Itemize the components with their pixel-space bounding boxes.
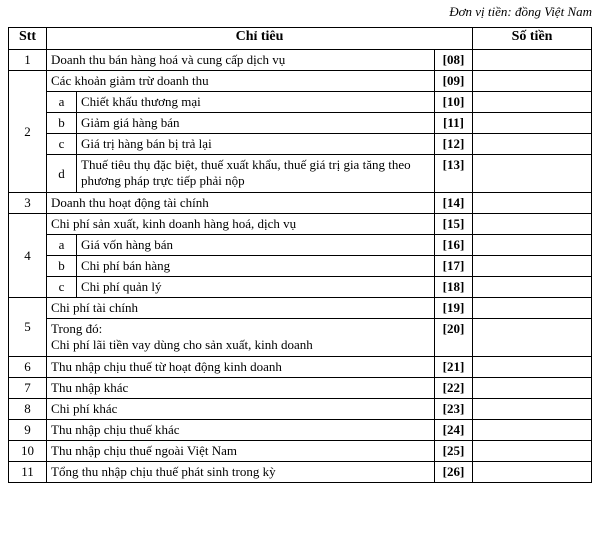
row-label: Doanh thu hoạt động tài chính (47, 193, 435, 214)
table-row (9, 298, 592, 319)
row-stt: 9 (9, 420, 47, 441)
table-row (9, 50, 592, 71)
row-stt: 4 (9, 214, 47, 298)
amount-cell[interactable] (473, 298, 592, 319)
row-stt: 8 (9, 399, 47, 420)
row-code: [25] (435, 441, 473, 462)
row-label: Thu nhập chịu thuế khác (47, 420, 435, 441)
table-subrow (9, 235, 592, 256)
row-stt: 6 (9, 357, 47, 378)
sub-letter: b (47, 256, 77, 277)
row-code: [22] (435, 378, 473, 399)
row-code: [20] (435, 319, 473, 357)
sub-label: Giảm giá hàng bán (77, 113, 435, 134)
amount-cell[interactable] (473, 155, 592, 193)
table-row (9, 462, 592, 483)
sub-letter: a (47, 92, 77, 113)
amount-cell[interactable] (473, 319, 592, 357)
row-label: Doanh thu bán hàng hoá và cung cấp dịch vụ (47, 50, 435, 71)
table-row (9, 420, 592, 441)
amount-cell[interactable] (473, 235, 592, 256)
sub-label: Chi phí quản lý (77, 277, 435, 298)
currency-unit-note: Đơn vị tiền: đồng Việt Nam (449, 4, 592, 19)
row-stt: 3 (9, 193, 47, 214)
amount-cell[interactable] (473, 92, 592, 113)
sub-code: [11] (435, 113, 473, 134)
row-stt: 2 (9, 71, 47, 193)
amount-cell[interactable] (473, 378, 592, 399)
table-subrow (9, 155, 592, 193)
header-stt: Stt (9, 28, 47, 50)
row-label: Thu nhập chịu thuế từ hoạt động kinh doanh (47, 357, 435, 378)
sub-letter: a (47, 235, 77, 256)
row-stt: 1 (9, 50, 47, 71)
sub-letter: c (47, 277, 77, 298)
table-subrow (9, 256, 592, 277)
table-subrow (9, 92, 592, 113)
sub-letter: d (47, 155, 77, 193)
detail-line-1: Trong đó: (51, 321, 103, 336)
row-label: Chi phí khác (47, 399, 435, 420)
amount-cell[interactable] (473, 214, 592, 235)
row-stt: 10 (9, 441, 47, 462)
row-code: [26] (435, 462, 473, 483)
table-subrow (9, 277, 592, 298)
row-label: Chi phí tài chính (47, 298, 435, 319)
amount-cell[interactable] (473, 113, 592, 134)
row-label: Thu nhập chịu thuế ngoài Việt Nam (47, 441, 435, 462)
row-stt: 11 (9, 462, 47, 483)
sub-code: [17] (435, 256, 473, 277)
amount-cell[interactable] (473, 399, 592, 420)
sub-letter: b (47, 113, 77, 134)
amount-cell[interactable] (473, 134, 592, 155)
row-label: Thu nhập khác (47, 378, 435, 399)
amount-cell[interactable] (473, 71, 592, 92)
table-subrow (9, 113, 592, 134)
sub-code: [10] (435, 92, 473, 113)
row-code: [21] (435, 357, 473, 378)
row-label: Chi phí sản xuất, kinh doanh hàng hoá, dịch vụ (47, 214, 435, 235)
amount-cell[interactable] (473, 441, 592, 462)
row-code: [08] (435, 50, 473, 71)
table-row (9, 71, 592, 92)
row-code: [19] (435, 298, 473, 319)
row-stt: 5 (9, 298, 47, 357)
amount-cell[interactable] (473, 50, 592, 71)
amount-cell[interactable] (473, 357, 592, 378)
row-stt: 7 (9, 378, 47, 399)
sub-code: [12] (435, 134, 473, 155)
row-detail-label (47, 319, 435, 357)
table-row (9, 399, 592, 420)
row-label: Tổng thu nhập chịu thuế phát sinh trong kỳ (47, 462, 435, 483)
sub-label: Chi phí bán hàng (77, 256, 435, 277)
sub-label: Thuế tiêu thụ đặc biệt, thuế xuất khẩu, thuế giá trị gia tăng theo phương pháp trực tiếp phải nộp (77, 155, 435, 193)
row-code: [09] (435, 71, 473, 92)
detail-line-2: Chi phí lãi tiền vay dùng cho sản xuất, kinh doanh (51, 337, 313, 352)
amount-cell[interactable] (473, 277, 592, 298)
table-row (9, 214, 592, 235)
sub-letter: c (47, 134, 77, 155)
amount-cell[interactable] (473, 256, 592, 277)
row-code: [23] (435, 399, 473, 420)
row-code: [14] (435, 193, 473, 214)
table-row (9, 193, 592, 214)
header-item: Chỉ tiêu (47, 28, 473, 50)
table-header-row (9, 28, 592, 50)
row-code: [24] (435, 420, 473, 441)
table-row (9, 357, 592, 378)
sub-code: [18] (435, 277, 473, 298)
row-code: [15] (435, 214, 473, 235)
amount-cell[interactable] (473, 420, 592, 441)
amount-cell[interactable] (473, 193, 592, 214)
table-row-detail (9, 319, 592, 357)
sub-code: [16] (435, 235, 473, 256)
table-row (9, 441, 592, 462)
table-row (9, 378, 592, 399)
tax-income-table (8, 27, 592, 483)
sub-code: [13] (435, 155, 473, 193)
sub-label: Giá trị hàng bán bị trả lại (77, 134, 435, 155)
header-amount: Số tiền (473, 28, 592, 50)
table-subrow (9, 134, 592, 155)
row-label: Các khoản giảm trừ doanh thu (47, 71, 435, 92)
sub-label: Giá vốn hàng bán (77, 235, 435, 256)
sub-label: Chiết khấu thương mại (77, 92, 435, 113)
amount-cell[interactable] (473, 462, 592, 483)
